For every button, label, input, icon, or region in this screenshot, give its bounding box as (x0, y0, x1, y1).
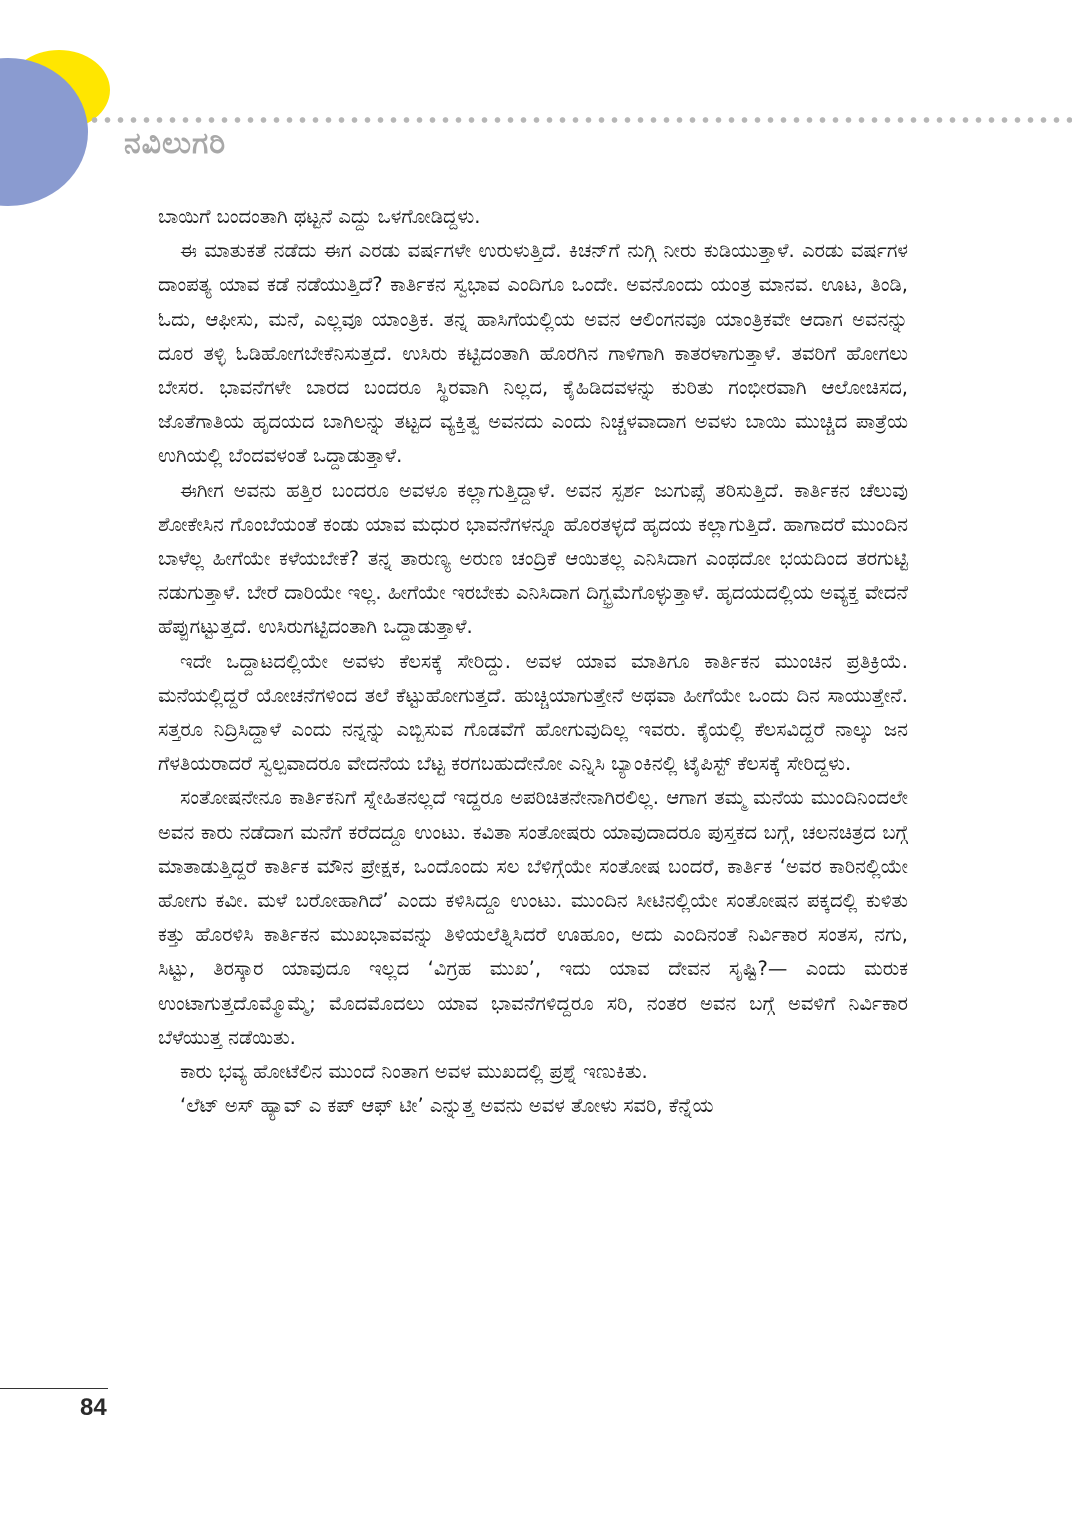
paragraph: ಈ ಮಾತುಕತೆ ನಡೆದು ಈಗ ಎರಡು ವರ್ಷಗಳೇ ಉರುಳುತ್ತಿದೆ. ಕಿಚನ್‌ಗೆ ನುಗ್ಗಿ ನೀರು ಕುಡಿಯುತ್ತಾಳೆ. ಎರಡು ವರ್ಷಗಳ ದಾಂಪತ್ಯ ಯಾವ ಕಡೆ ನಡೆಯುತ್ತಿದೆ? ಕಾರ್ತಿಕನ ಸ್ವಭಾವ ಎಂದಿಗೂ ಒಂದೇ. ಅವನೊಂದು ಯಂತ್ರ ಮಾನವ. ಊಟ, ತಿಂಡಿ, ಓದು, ಆಫೀಸು, ಮನೆ, ಎಲ್ಲವೂ ಯಾಂತ್ರಿಕ. ತನ್ನ ಹಾಸಿಗೆಯಲ್ಲಿಯ ಅವನ ಆಲಿಂಗನವೂ ಯಾಂತ್ರಿಕವೇ ಆದಾಗ ಅವನನ್ನು ದೂರ ತಳ್ಳಿ ಓಡಿಹೋಗಬೇಕೆನಿಸುತ್ತದೆ. ಉಸಿರು ಕಟ್ಟಿದಂತಾಗಿ ಹೊರಗಿನ ಗಾಳಿಗಾಗಿ ಕಾತರಳಾಗುತ್ತಾಳೆ. ತವರಿಗೆ ಹೋಗಲು ಬೇಸರ. ಭಾವನೆಗಳೇ ಬಾರದ ಬಂದರೂ ಸ್ಥಿರವಾಗಿ ನಿಲ್ಲದ, ಕೈಹಿಡಿದವಳನ್ನು ಕುರಿತು ಗಂಭೀರವಾಗಿ ಆಲೋಚಿಸದ, ಜೊತೆಗಾತಿಯ ಹೃದಯದ ಬಾಗಿಲನ್ನು ತಟ್ಟದ ವ್ಯಕ್ತಿತ್ವ ಅವನದು ಎಂದು ನಿಚ್ಚಳವಾದಾಗ ಅವಳು ಬಾಯಿ ಮುಚ್ಚಿದ ಪಾತ್ರೆಯ ಉಗಿಯಲ್ಲಿ ಬೆಂದವಳಂತೆ ಒದ್ದಾಡುತ್ತಾಳೆ. (158, 239, 908, 468)
page-number-rule (0, 1388, 108, 1389)
paragraph: ಇದೇ ಒದ್ದಾಟದಲ್ಲಿಯೇ ಅವಳು ಕೆಲಸಕ್ಕೆ ಸೇರಿದ್ದು. ಅವಳ ಯಾವ ಮಾತಿಗೂ ಕಾರ್ತಿಕನ ಮುಂಚಿನ ಪ್ರತಿಕ್ರಿಯೆ. ಮನೆಯಲ್ಲಿದ್ದರೆ ಯೋಚನೆಗಳಿಂದ ತಲೆ ಕೆಟ್ಟುಹೋಗುತ್ತದೆ. ಹುಚ್ಚಿಯಾಗುತ್ತೇನೆ ಅಥವಾ ಹೀಗೆಯೇ ಒಂದು ದಿನ ಸಾಯುತ್ತೇನೆ. ಸತ್ತರೂ ನಿದ್ರಿಸಿದ್ದಾಳೆ ಎಂದು ನನ್ನನ್ನು ಎಬ್ಬಿಸುವ ಗೊಡವೆಗೆ ಹೋಗುವುದಿಲ್ಲ ಇವರು. ಕೈಯಲ್ಲಿ ಕೆಲಸವಿದ್ದರೆ ನಾಲ್ಕು ಜನ ಗೆಳತಿಯರಾದರೆ ಸ್ವಲ್ಪವಾದರೂ ವೇದನೆಯ ಬೆಟ್ಟ ಕರಗಬಹುದೇನೋ ಎನ್ನಿಸಿ ಬ್ಯಾಂಕಿನಲ್ಲಿ ಟೈಪಿಸ್ಟ್ ಕೆಲಸಕ್ಕೆ ಸೇರಿದ್ದಳು. (158, 649, 908, 776)
page-number: 84 (80, 1394, 107, 1421)
paragraph: ‘ಲೆಟ್ ಅಸ್ ಹ್ಯಾವ್ ಎ ಕಪ್ ಆಫ್ ಟೀ’ ಎನ್ನುತ್ತ ಅವನು ಅವಳ ತೋಳು ಸವರಿ, ಕೆನ್ನೆಯ (180, 1094, 714, 1118)
body-text (158, 200, 908, 1123)
paragraph: ಬಾಯಿಗೆ ಬಂದಂತಾಗಿ ಥಟ್ಟನೆ ಎದ್ದು ಒಳಗೋಡಿದ್ದಳು. (158, 205, 481, 228)
paragraph: ಕಾರು ಭವ್ಯ ಹೋಟೆಲಿನ ಮುಂದೆ ನಿಂತಾಗ ಅವಳ ಮುಖದಲ್ಲಿ ಪ್ರಶ್ನೆ ಇಣುಕಿತು. (180, 1060, 648, 1084)
paragraph: ಈಗೀಗ ಅವನು ಹತ್ತಿರ ಬಂದರೂ ಅವಳೂ ಕಲ್ಲಾಗುತ್ತಿದ್ದಾಳೆ. ಅವನ ಸ್ಪರ್ಶ ಜುಗುಪ್ಸೆ ತರಿಸುತ್ತಿದೆ. ಕಾರ್ತಿಕನ ಚೆಲುವು ಶೋಕೇಸಿನ ಗೊಂಬೆಯಂತೆ ಕಂಡು ಯಾವ ಮಧುರ ಭಾವನೆಗಳನ್ನೂ ಹೊರತಳ್ಳದೆ ಹೃದಯ ಕಲ್ಲಾಗುತ್ತಿದೆ. ಹಾಗಾದರೆ ಮುಂದಿನ ಬಾಳೆಲ್ಲ ಹೀಗೆಯೇ ಕಳೆಯಬೇಕೆ? ತನ್ನ ತಾರುಣ್ಯ ಅರುಣ ಚಂದ್ರಿಕೆ ಆಯಿತಲ್ಲ ಎನಿಸಿದಾಗ ಎಂಥದೋ ಭಯದಿಂದ ತರಗುಟ್ಟಿ ನಡುಗುತ್ತಾಳೆ. ಬೇರೆ ದಾರಿಯೇ ಇಲ್ಲ. ಹೀಗೆಯೇ ಇರಬೇಕು ಎನಿಸಿದಾಗ ದಿಗ್ಭ್ರಮೆಗೊಳ್ಳುತ್ತಾಳೆ. ಹೃದಯದಲ್ಲಿಯ ಅವ್ಯಕ್ತ ವೇದನೆ ಹೆಪ್ಪುಗಟ್ಟುತ್ತದೆ. ಉಸಿರುಗಟ್ಟಿದಂತಾಗಿ ಒದ್ದಾಡುತ್ತಾಳೆ. (158, 478, 908, 639)
dotted-header-rule (88, 116, 1072, 124)
paragraph: ಸಂತೋಷನೇನೂ ಕಾರ್ತಿಕನಿಗೆ ಸ್ನೇಹಿತನಲ್ಲದೆ ಇದ್ದರೂ ಅಪರಿಚಿತನೇನಾಗಿರಲಿಲ್ಲ. ಆಗಾಗ ತಮ್ಮ ಮನೆಯ ಮುಂದಿನಿಂದಲೇ ಅವನ ಕಾರು ನಡೆದಾಗ ಮನೆಗೆ ಕರೆದದ್ದೂ ಉಂಟು. ಕವಿತಾ ಸಂತೋಷರು ಯಾವುದಾದರೂ ಪುಸ್ತಕದ ಬಗ್ಗೆ, ಚಲನಚಿತ್ರದ ಬಗ್ಗೆ ಮಾತಾಡುತ್ತಿದ್ದರೆ ಕಾರ್ತಿಕ ಮೌನ ಪ್ರೇಕ್ಷಕ, ಒಂದೊಂದು ಸಲ ಬೆಳಿಗ್ಗೆಯೇ ಸಂತೋಷ ಬಂದರೆ, ಕಾರ್ತಿಕ ‘ಅವರ ಕಾರಿನಲ್ಲಿಯೇ ಹೋಗು ಕವೀ. ಮಳೆ ಬರೋಹಾಗಿದೆ’ ಎಂದು ಕಳಿಸಿದ್ದೂ ಉಂಟು. ಮುಂದಿನ ಸೀಟಿನಲ್ಲಿಯೇ ಸಂತೋಷನ ಪಕ್ಕದಲ್ಲಿ ಕುಳಿತು ಕತ್ತು ಹೊರಳಿಸಿ ಕಾರ್ತಿಕನ ಮುಖಭಾವವನ್ನು ತಿಳಿಯಲೆತ್ನಿಸಿದರೆ ಊಹೂಂ, ಅದು ಎಂದಿನಂತೆ ನಿರ್ವಿಕಾರ ಸಂತಸ, ನಗು, ಸಿಟ್ಟು, ತಿರಸ್ಕಾರ ಯಾವುದೂ ಇಲ್ಲದ ‘ವಿಗ್ರಹ ಮುಖ’, ಇದು ಯಾವ ದೇವನ ಸೃಷ್ಟಿ?— ಎಂದು ಮರುಕ ಉಂಟಾಗುತ್ತದೊಮ್ಮೊಮ್ಮೆ; ಮೊದಮೊದಲು ಯಾವ ಭಾವನೆಗಳಿದ್ದರೂ ಸರಿ, ನಂತರ ಅವನ ಬಗ್ಗೆ ಅವಳಿಗೆ ನಿರ್ವಿಕಾರ ಬೆಳೆಯುತ್ತ ನಡೆಯಿತು. (158, 786, 908, 1049)
running-header-title: ನವಿಲುಗರಿ (124, 126, 227, 161)
